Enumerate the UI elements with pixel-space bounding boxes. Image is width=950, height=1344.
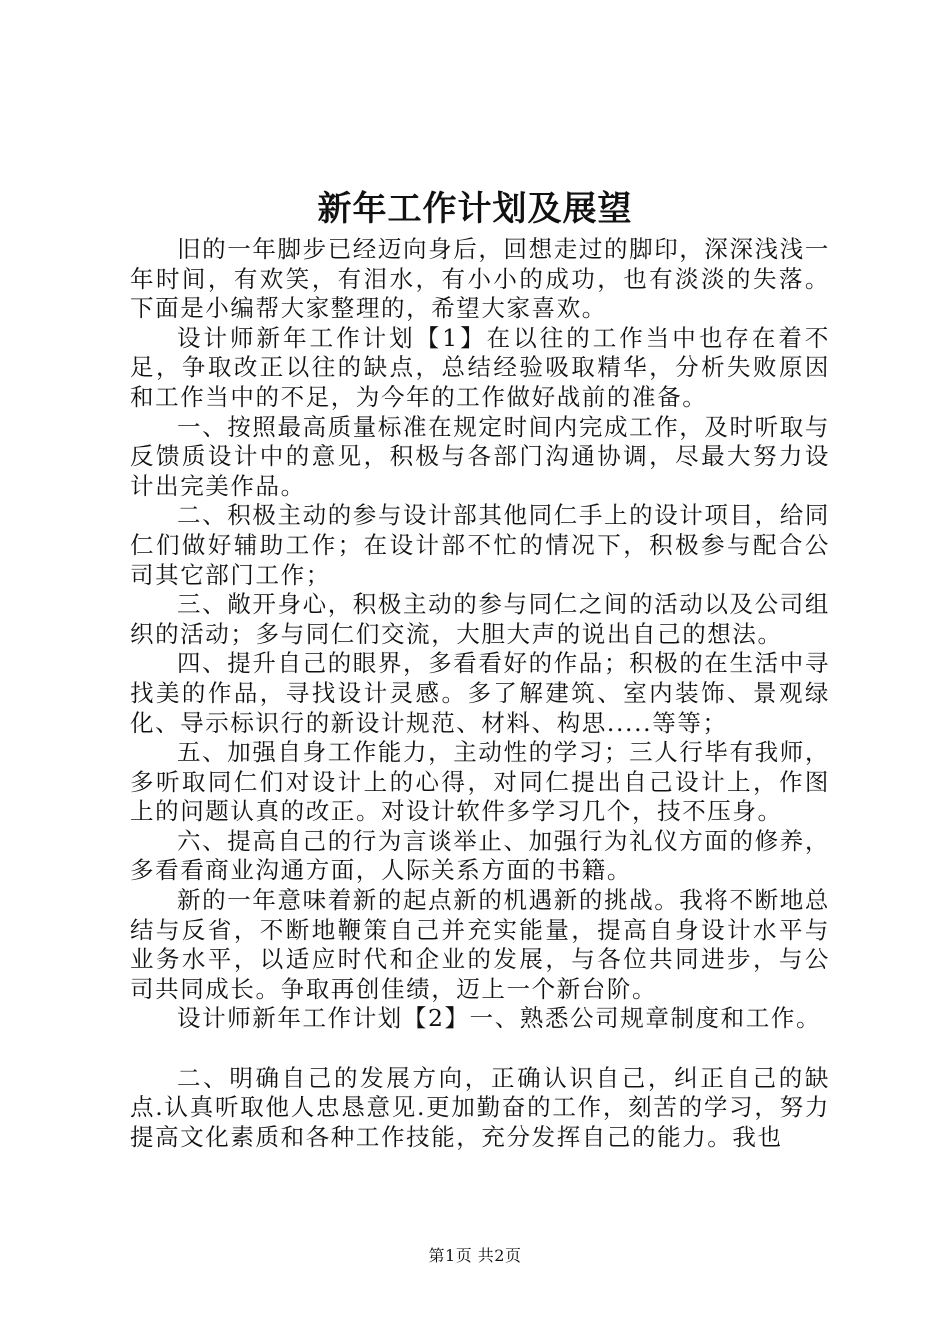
paragraph-closing: 新的一年意味着新的起点新的机遇新的挑战。我将不断地总结与反省，不断地鞭策自己并充实能量，提高自身设计水平与业务水平，以适应时代和企业的发展，与各位共同进步，与公司共同成长。争取再创佳绩，迈上一个新台阶。: [130, 886, 830, 1003]
paragraph-item-2: 二、积极主动的参与设计部其他同仁手上的设计项目，给同仁们做好辅助工作；在设计部不忙的情况下，积极参与配合公司其它部门工作；: [130, 501, 830, 589]
paragraph-item-3: 三、敞开身心，积极主动的参与同仁之间的活动以及公司组织的活动；多与同仁们交流，大胆大声的说出自己的想法。: [130, 590, 830, 648]
paragraph-plan-2-item-2: 二、明确自己的发展方向，正确认识自己，纠正自己的缺点.认真听取他人忠恳意见.更加勤奋的工作，刻苦的学习，努力提高文化素质和各种工作技能，充分发挥自己的能力。我也: [130, 1063, 830, 1151]
paragraph-intro: 旧的一年脚步已经迈向身后，回想走过的脚印，深深浅浅一年时间，有欢笑，有泪水，有小小的成功，也有淡淡的失落。下面是小编帮大家整理的，希望大家喜欢。: [130, 235, 830, 323]
paragraph-item-1: 一、按照最高质量标准在规定时间内完成工作，及时听取与反馈质设计中的意见，积极与各部门沟通协调，尽最大努力设计出完美作品。: [130, 412, 830, 500]
paragraph-item-4: 四、提升自己的眼界，多看看好的作品；积极的在生活中寻找美的作品，寻找设计灵感。多了解建筑、室内装饰、景观绿化、导示标识行的新设计规范、材料、构思.....等等；: [130, 649, 830, 737]
paragraph-item-6: 六、提高自己的行为言谈举止、加强行为礼仪方面的修养，多看看商业沟通方面，人际关系方面的书籍。: [130, 826, 830, 885]
paragraph-plan-1-heading: 设计师新年工作计划【1】在以往的工作当中也存在着不足，争取改正以往的缺点，总结经验吸取精华，分析失败原因和工作当中的不足，为今年的工作做好战前的准备。: [130, 323, 830, 411]
page-number-footer: 第1页 共2页: [428, 1246, 522, 1265]
blank-line: [130, 1034, 830, 1064]
document-title: 新年工作计划及展望: [317, 189, 633, 229]
paragraph-item-5: 五、加强自身工作能力，主动性的学习；三人行毕有我师，多听取同仁们对设计上的心得，对同仁提出自己设计上，作图上的问题认真的改正。对设计软件多学习几个，技不压身。: [130, 738, 830, 826]
document-body: [130, 235, 830, 1152]
paragraph-plan-2-heading: 设计师新年工作计划【2】一、熟悉公司规章制度和工作。: [177, 1004, 822, 1033]
